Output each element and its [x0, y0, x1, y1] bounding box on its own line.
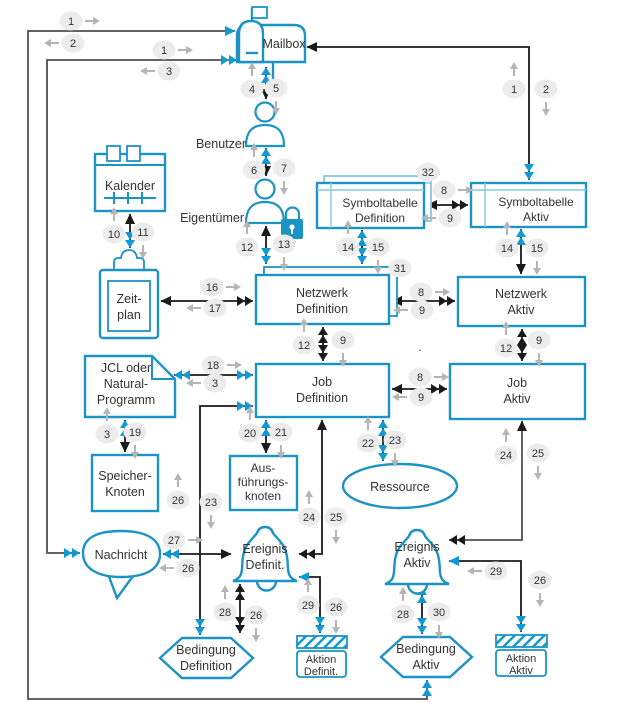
edge-number: 10 [107, 229, 121, 241]
node-ressource [343, 464, 457, 508]
edge-number: 29 [489, 566, 503, 578]
ereignis-aktiv-label: Ereignis Aktiv [394, 540, 440, 570]
direction-arrow-right-icon [178, 46, 193, 54]
edge-number: 2 [69, 38, 77, 50]
stray-dot: . [418, 339, 422, 354]
edge-number: 8 [416, 372, 424, 384]
node-aktion-definition [297, 636, 347, 678]
edge-number-badge [270, 423, 293, 460]
edge-symboltabelle-aktiv-mailbox [307, 47, 529, 180]
edge-number-badge [325, 508, 348, 545]
edge-number: 20 [243, 428, 257, 440]
edge-number: 24 [499, 450, 513, 462]
edge-number: 7 [280, 163, 288, 175]
node-ereignis-aktiv [385, 530, 449, 594]
bell-clapper-icon [257, 581, 276, 591]
jcl-label: JCL oder Natural-Programm [96, 361, 156, 407]
edge-number-badge [200, 493, 223, 530]
edge-number: 26 [249, 610, 263, 622]
edge-number: 12 [499, 343, 513, 355]
node-job-aktiv [450, 364, 585, 419]
direction-arrow-right-icon [434, 373, 449, 381]
node-bedingung-definition [160, 638, 253, 678]
edge-number: 25 [531, 448, 545, 460]
edge-number: 8 [440, 185, 448, 197]
edge-number: 1 [510, 84, 518, 96]
direction-arrow-down-icon [139, 245, 147, 259]
job-aktiv-label: Job Aktiv [503, 376, 531, 406]
edge-number-badge [273, 235, 296, 272]
direction-arrow-up-icon [305, 490, 313, 504]
direction-arrow-left-icon [159, 564, 174, 572]
edge-number-badge [384, 431, 407, 468]
edge-number-badge [163, 531, 204, 550]
edge-number: 9 [446, 213, 454, 225]
edge-number: 25 [329, 512, 343, 524]
direction-arrow-up-icon [304, 578, 312, 592]
mailbox-label: Mailbox [262, 37, 306, 51]
edge-number: 6 [250, 165, 258, 177]
edge-number: 14 [341, 242, 355, 254]
bell-clapper-icon [408, 584, 427, 594]
edge-number-badge [167, 473, 190, 510]
edge-number: 9 [339, 335, 347, 347]
edge-number: 8 [417, 287, 425, 299]
node-eigentuemer [180, 180, 284, 226]
edge-number-badge [103, 207, 126, 244]
hatched-bar-icon [496, 635, 547, 647]
edge-number-badge [159, 559, 200, 578]
edge-number: 31 [393, 263, 407, 275]
edge-number-badge [214, 585, 237, 622]
edge-number: 23 [204, 497, 218, 509]
direction-arrow-down-icon [534, 466, 542, 480]
node-ereignis-definition [233, 527, 297, 591]
calendar-tab-icon [127, 146, 140, 161]
edge-number: 26 [171, 495, 185, 507]
node-bedingung-aktiv [381, 637, 472, 677]
node-symboltabelle-aktiv [471, 183, 586, 227]
eigentuemer-label: Eigentümer [180, 211, 244, 225]
edge-number: 9 [418, 305, 426, 317]
direction-arrow-down-icon [332, 620, 340, 634]
edge-number: 15 [530, 243, 544, 255]
edge-number-badge [273, 159, 296, 196]
direction-arrow-up-icon [174, 473, 182, 487]
edge-number: 9 [417, 392, 425, 404]
edge-number: 32 [421, 167, 435, 179]
direction-arrow-right-icon [226, 283, 241, 291]
edge-number: 28 [218, 607, 232, 619]
node-symboltabelle-definition [317, 176, 431, 228]
edge-number: 18 [206, 360, 220, 372]
edge-number-badge [535, 80, 558, 117]
edge-number-badge [140, 62, 181, 81]
direction-arrow-left-icon [467, 567, 482, 575]
edge-number: 14 [500, 243, 514, 255]
lock-icon [281, 208, 303, 240]
edge-number: 3 [211, 378, 219, 390]
edge-number: 1 [160, 45, 168, 57]
edge-number-badge [392, 388, 433, 407]
ereignis-definition-label: Ereignis Definit. [242, 542, 288, 572]
calendar-tab-icon [107, 146, 120, 161]
ausfuehrungsknoten-label: Aus-führungs-knoten [237, 461, 289, 503]
edge-number-badge [527, 444, 550, 481]
edge-number: 12 [240, 242, 254, 254]
direction-arrow-up-icon [248, 62, 256, 76]
direction-arrow-up-icon [399, 587, 407, 601]
speicherknoten-label: Speicher-Knoten [98, 469, 152, 499]
edge-number: 21 [274, 427, 288, 439]
direction-arrow-down-icon [542, 102, 550, 116]
lock-keyhole [289, 224, 294, 229]
edge-number: 26 [181, 563, 195, 575]
netzwerk-aktiv-box [458, 277, 585, 326]
user-head-icon [256, 103, 275, 122]
mailbox-door [239, 21, 263, 62]
speicherknoten-box [92, 455, 158, 511]
edge-number-badge [528, 331, 551, 368]
direction-arrow-left-icon [44, 39, 59, 47]
edge-job-definition-ereignis-definition [299, 420, 322, 554]
edge-number: 27 [167, 535, 181, 547]
node-zeitplan [100, 250, 158, 338]
direction-arrow-up-icon [246, 406, 254, 420]
edge-number: 4 [248, 84, 256, 96]
direction-arrow-up-icon [510, 62, 518, 76]
edge-number: 9 [535, 335, 543, 347]
clipboard-paper [108, 281, 150, 331]
node-jcl [85, 356, 175, 417]
edge-number-badge [495, 428, 518, 465]
direction-arrow-right-icon [85, 17, 100, 25]
aktion-definition-label: Aktion Definit. [303, 654, 339, 678]
edge-number-badge [186, 374, 227, 393]
ressource-label: Ressource [370, 480, 430, 494]
edge-number-badge [467, 562, 508, 581]
edge-number-badge [332, 331, 355, 368]
edge-number-badge [236, 220, 259, 257]
edge-job-aktiv-ereignis-aktiv [449, 421, 522, 540]
aktion-aktiv-label: Aktion Aktiv [505, 653, 537, 677]
edge-number: 26 [533, 575, 547, 587]
direction-arrow-up-icon [502, 428, 510, 442]
symboltabelle-definition-label: Symboltabelle Definition [342, 196, 418, 225]
bedingung-definition-label: Bedingung Definition [176, 643, 236, 673]
edge-number-badge [409, 368, 450, 387]
direction-arrow-down-icon [280, 181, 288, 195]
job-definition-label: Job Definition [295, 375, 349, 405]
direction-arrow-down-icon [332, 530, 340, 544]
benutzer-label: Benutzer [195, 137, 246, 151]
edge-number-badge [433, 181, 474, 200]
node-speicherknoten [92, 455, 158, 511]
edge-number-badge [389, 259, 412, 278]
direction-arrow-left-icon [392, 393, 407, 401]
direction-arrow-left-icon [186, 379, 201, 387]
direction-arrow-down-icon [536, 593, 544, 607]
hatched-bar-icon [297, 636, 347, 648]
nachricht-label: Nachricht [94, 548, 148, 562]
direction-arrow-up-icon [221, 585, 229, 599]
edge-number-badge [393, 301, 434, 320]
node-kalender [95, 146, 165, 211]
edge-number: 11 [137, 227, 149, 239]
edge-number: 28 [396, 609, 410, 621]
direction-arrow-down-icon [207, 515, 215, 529]
edge-number: 29 [301, 600, 315, 612]
edge-number-badge [298, 490, 321, 527]
node-netzwerk-definition [256, 267, 397, 324]
user-icon [246, 125, 284, 146]
edge-number: 5 [272, 83, 280, 95]
edge-number-badge [153, 41, 194, 60]
bedingung-aktiv-label: Bedingung Aktiv [396, 642, 456, 672]
edge-number: 19 [128, 427, 142, 439]
edge-number-badge [526, 239, 549, 276]
edge-number-badge [410, 283, 451, 302]
node-mailbox [237, 7, 306, 81]
node-job-definition [256, 364, 389, 417]
edge-number: 16 [205, 282, 219, 294]
node-ausfuehrungsknoten [230, 456, 297, 510]
edge-number: 12 [297, 340, 311, 352]
edge-number-badge [245, 606, 268, 643]
edge-number-badge [529, 571, 552, 608]
edge-number-badge [124, 423, 147, 460]
edge-number-badge [357, 416, 380, 453]
edge-number-badge [417, 163, 440, 182]
edge-number-badge [428, 603, 451, 640]
edge-number: 1 [67, 16, 75, 28]
direction-arrow-down-icon [252, 628, 260, 642]
zeitplan-label: Zeit-plan [116, 292, 142, 322]
edge-number: 24 [302, 512, 316, 524]
edge-number: 3 [103, 429, 111, 441]
symboltabelle-aktiv-label: Symboltabelle Aktiv [498, 195, 574, 224]
edge-number-badge [44, 34, 85, 53]
edge-number: 26 [329, 602, 343, 614]
edge-number: 23 [388, 435, 402, 447]
node-benutzer [196, 103, 284, 152]
owner-icon [246, 202, 284, 223]
edge-number-badge [60, 12, 101, 31]
edge-number-badge [201, 278, 242, 297]
edge-number-badge [202, 356, 243, 375]
edge-number-badge [297, 578, 320, 615]
node-netzwerk-aktiv [458, 277, 585, 326]
lock-shackle [286, 208, 299, 220]
direction-arrow-right-icon [227, 361, 242, 369]
edge-number: 3 [165, 66, 173, 78]
edge-number: 2 [542, 84, 550, 96]
edge-number: 17 [208, 303, 222, 315]
mailbox-flag-icon [252, 7, 267, 18]
edge-number-badge [503, 62, 526, 99]
edge-number-badge [241, 62, 264, 99]
edge-number: 22 [361, 438, 375, 450]
direction-arrow-left-icon [186, 304, 201, 312]
edge-number: 30 [432, 607, 446, 619]
edge-number: 13 [277, 239, 291, 251]
netzwerk-definition-label: Netzwerk Definition [295, 286, 349, 316]
edge-number-badge [325, 598, 348, 635]
edge-number: 15 [371, 242, 385, 254]
direction-arrow-right-icon [435, 288, 450, 296]
direction-arrow-down-icon [533, 261, 541, 275]
node-aktion-aktiv [496, 635, 547, 677]
direction-arrow-left-icon [140, 67, 155, 75]
kalender-label: Kalender [104, 179, 156, 193]
owner-head-icon [256, 180, 275, 199]
node-nachricht [83, 531, 160, 598]
netzwerk-aktiv-label: Netzwerk Aktiv [494, 287, 548, 317]
